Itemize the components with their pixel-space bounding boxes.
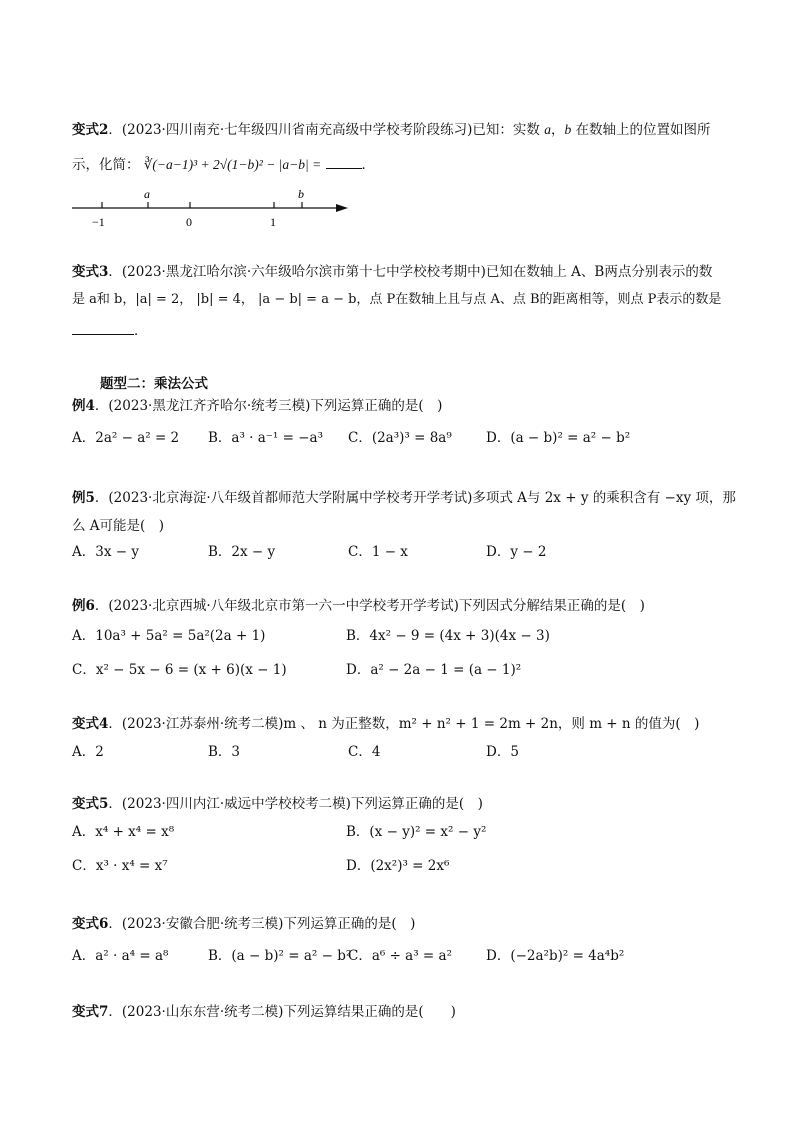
v4-line: 变式4．(2023·江苏泰州·统考二模)m 、 n 为正整数，m² + n² + 1 = 2m + 2n，则 m + n 的值为( ) <box>72 716 700 732</box>
e5-label: 例5 <box>72 490 95 506</box>
v5-option-d[interactable]: D．(2x²)³ = 2x⁶ <box>346 858 450 874</box>
v3-source: (2023·黑龙江哈尔滨·六年级哈尔滨市第十七中学校校考期中) <box>121 264 486 280</box>
v2-text2: ， <box>550 122 565 138</box>
e6-option-b[interactable]: B．4x² − 9 = (4x + 3)(4x − 3) <box>346 628 550 644</box>
v6-option-c[interactable]: C．a⁶ ÷ a³ = a² <box>348 948 452 964</box>
v4-option-d[interactable]: D．5 <box>486 744 519 760</box>
tick-label-1: 1 <box>270 215 276 229</box>
v5-option-b[interactable]: B．(x − y)² = x² − y² <box>346 824 487 840</box>
v3-line2 <box>72 290 734 310</box>
v4-source: (2023·江苏泰州·统考二模) <box>121 716 284 732</box>
v4-option-a[interactable]: A．2 <box>72 744 104 760</box>
e5-line2 <box>72 516 734 536</box>
v5-source: (2023·四川内江·威远中学校校考二模) <box>121 796 351 812</box>
v3-text2: 是 a和 b，|a| = 2， |b| = 4， |a − b| = a − b，点 P在数轴上且与点 A、点 B的距离相等，则点 P表示的数是 <box>72 292 722 307</box>
v6-stem: 下列运算正确的是( ) <box>283 916 416 932</box>
v5-option-c[interactable]: C．x³ · x⁴ = x⁷ <box>72 858 168 874</box>
e5-stem1: 多项式 A与 2x + y 的乘积含有 −xy 项，那 <box>472 490 736 506</box>
v4-label: 变式4 <box>72 716 109 732</box>
v6-source: (2023·安徽合肥·统考三模) <box>121 916 284 932</box>
e6-line: 例6．(2023·北京西城·八年级北京市第一六一中学校考开学考试)下列因式分解结果正确的是( ) <box>72 598 645 614</box>
e5-option-b[interactable]: B．2x − y <box>208 544 276 560</box>
e4-source: (2023·黑龙江齐齐哈尔·统考三模) <box>108 398 311 414</box>
v6-label: 变式6 <box>72 916 109 932</box>
e5-option-a[interactable]: A．3x − y <box>72 544 139 560</box>
point-label-a: a <box>144 187 150 201</box>
v7-stem: 下列运算结果正确的是( ) <box>283 1004 456 1020</box>
v2-text1: 已知：实数 <box>472 122 540 138</box>
v2-expression: ∛(−a−1)³ + 2√(1−b)² − |a−b| = <box>143 157 322 172</box>
v5-option-a[interactable]: A．x⁴ + x⁴ = x⁸ <box>72 824 175 840</box>
section-heading: 题型二：乘法公式 <box>100 376 208 392</box>
e5-option-c[interactable]: C．1 − x <box>348 544 408 560</box>
v6-option-d[interactable]: D．(−2a²b)² = 4a⁴b² <box>486 948 625 964</box>
tick-label-minus-1: −1 <box>92 215 105 229</box>
v4-option-b[interactable]: B．3 <box>208 744 241 760</box>
e5-option-d[interactable]: D．y − 2 <box>486 544 547 560</box>
e4-option-a[interactable]: A．2a² − a² = 2 <box>72 430 180 446</box>
v7-line: 变式7．(2023·山东东营·统考二模)下列运算结果正确的是( ) <box>72 1004 456 1020</box>
v6-option-b[interactable]: B．(a − b)² = a² − b² <box>208 948 352 964</box>
e6-option-a[interactable]: A．10a³ + 5a² = 5a²(2a + 1) <box>72 628 266 644</box>
v3-line3 <box>72 320 734 341</box>
v6-line: 变式6．(2023·安徽合肥·统考三模)下列运算正确的是( ) <box>72 916 416 932</box>
point-label-b: b <box>298 187 304 201</box>
v3-text1: 已知在数轴上 A、B两点分别表示的数 <box>485 264 713 280</box>
v2-answer-blank[interactable] <box>326 154 362 169</box>
v2-var-a: a <box>544 122 551 137</box>
v7-source: (2023·山东东营·统考二模) <box>121 1004 284 1020</box>
e6-source: (2023·北京西城·八年级北京市第一六一中学校考开学考试) <box>108 598 459 614</box>
e6-label: 例6 <box>72 598 95 614</box>
v4-option-c[interactable]: C．4 <box>348 744 381 760</box>
v4-stem: m 、 n 为正整数，m² + n² + 1 = 2m + 2n，则 m + n 的值为( ) <box>283 716 700 732</box>
v3-label: 变式3 <box>72 264 109 280</box>
e6-option-d[interactable]: D．a² − 2a − 1 = (a − 1)² <box>346 662 522 678</box>
v5-stem: 下列运算正确的是( ) <box>350 796 483 812</box>
v3-line1: 变式3．(2023·黑龙江哈尔滨·六年级哈尔滨市第十七中学校校考期中)已知在数轴上 A、B两点分别表示的数 <box>72 264 713 280</box>
e5-stem2: 么 A可能是( ) <box>72 518 165 534</box>
v6-option-a[interactable]: A．a² · a⁴ = a⁸ <box>72 948 169 964</box>
e4-line: 例4．(2023·黑龙江齐齐哈尔·统考三模)下列运算正确的是( ) <box>72 398 443 414</box>
v2-label: 变式2 <box>72 122 109 138</box>
e4-option-d[interactable]: D．(a − b)² = a² − b² <box>486 430 631 446</box>
e6-option-c[interactable]: C．x² − 5x − 6 = (x + 6)(x − 1) <box>72 662 287 678</box>
v2-line2 <box>72 154 734 175</box>
v2-text3: 在数轴上的位置如图所 <box>575 122 711 138</box>
v2-number-line <box>70 186 360 232</box>
v5-line: 变式5．(2023·四川内江·威远中学校校考二模)下列运算正确的是( ) <box>72 796 483 812</box>
v2-after-blank: ． <box>361 157 375 173</box>
v2-source: (2023·四川南充·七年级四川省南充高级中学校考阶段练习) <box>121 122 473 138</box>
e4-label: 例4 <box>72 398 95 414</box>
tick-label-0: 0 <box>186 215 192 229</box>
number-line-figure <box>70 186 360 232</box>
v2-line1: 变式2．(2023·四川南充·七年级四川省南充高级中学校考阶段练习)已知：实数 a，b 在数轴上的位置如图所 <box>72 122 711 138</box>
number-line-arrow-icon <box>336 204 348 212</box>
v3-end: ． <box>134 323 148 339</box>
v7-label: 变式7 <box>72 1004 109 1020</box>
v5-label: 变式5 <box>72 796 109 812</box>
v2-var-b: b <box>564 122 572 137</box>
e6-stem: 下列因式分解结果正确的是( ) <box>458 598 645 614</box>
e5-source: (2023·北京海淀·八年级首都师范大学附属中学校考开学考试) <box>108 490 473 506</box>
e4-option-b[interactable]: B．a³ · a⁻¹ = −a³ <box>208 430 324 446</box>
e4-stem: 下列运算正确的是( ) <box>310 398 443 414</box>
e5-line1: 例5．(2023·北京海淀·八年级首都师范大学附属中学校考开学考试)多项式 A与 2x + y 的乘积含有 −xy 项，那 <box>72 490 736 506</box>
v2-line2-prefix: 示，化简： <box>72 157 140 173</box>
v3-answer-blank[interactable] <box>72 320 134 335</box>
e4-option-c[interactable]: C．(2a³)³ = 8a⁹ <box>348 430 452 446</box>
